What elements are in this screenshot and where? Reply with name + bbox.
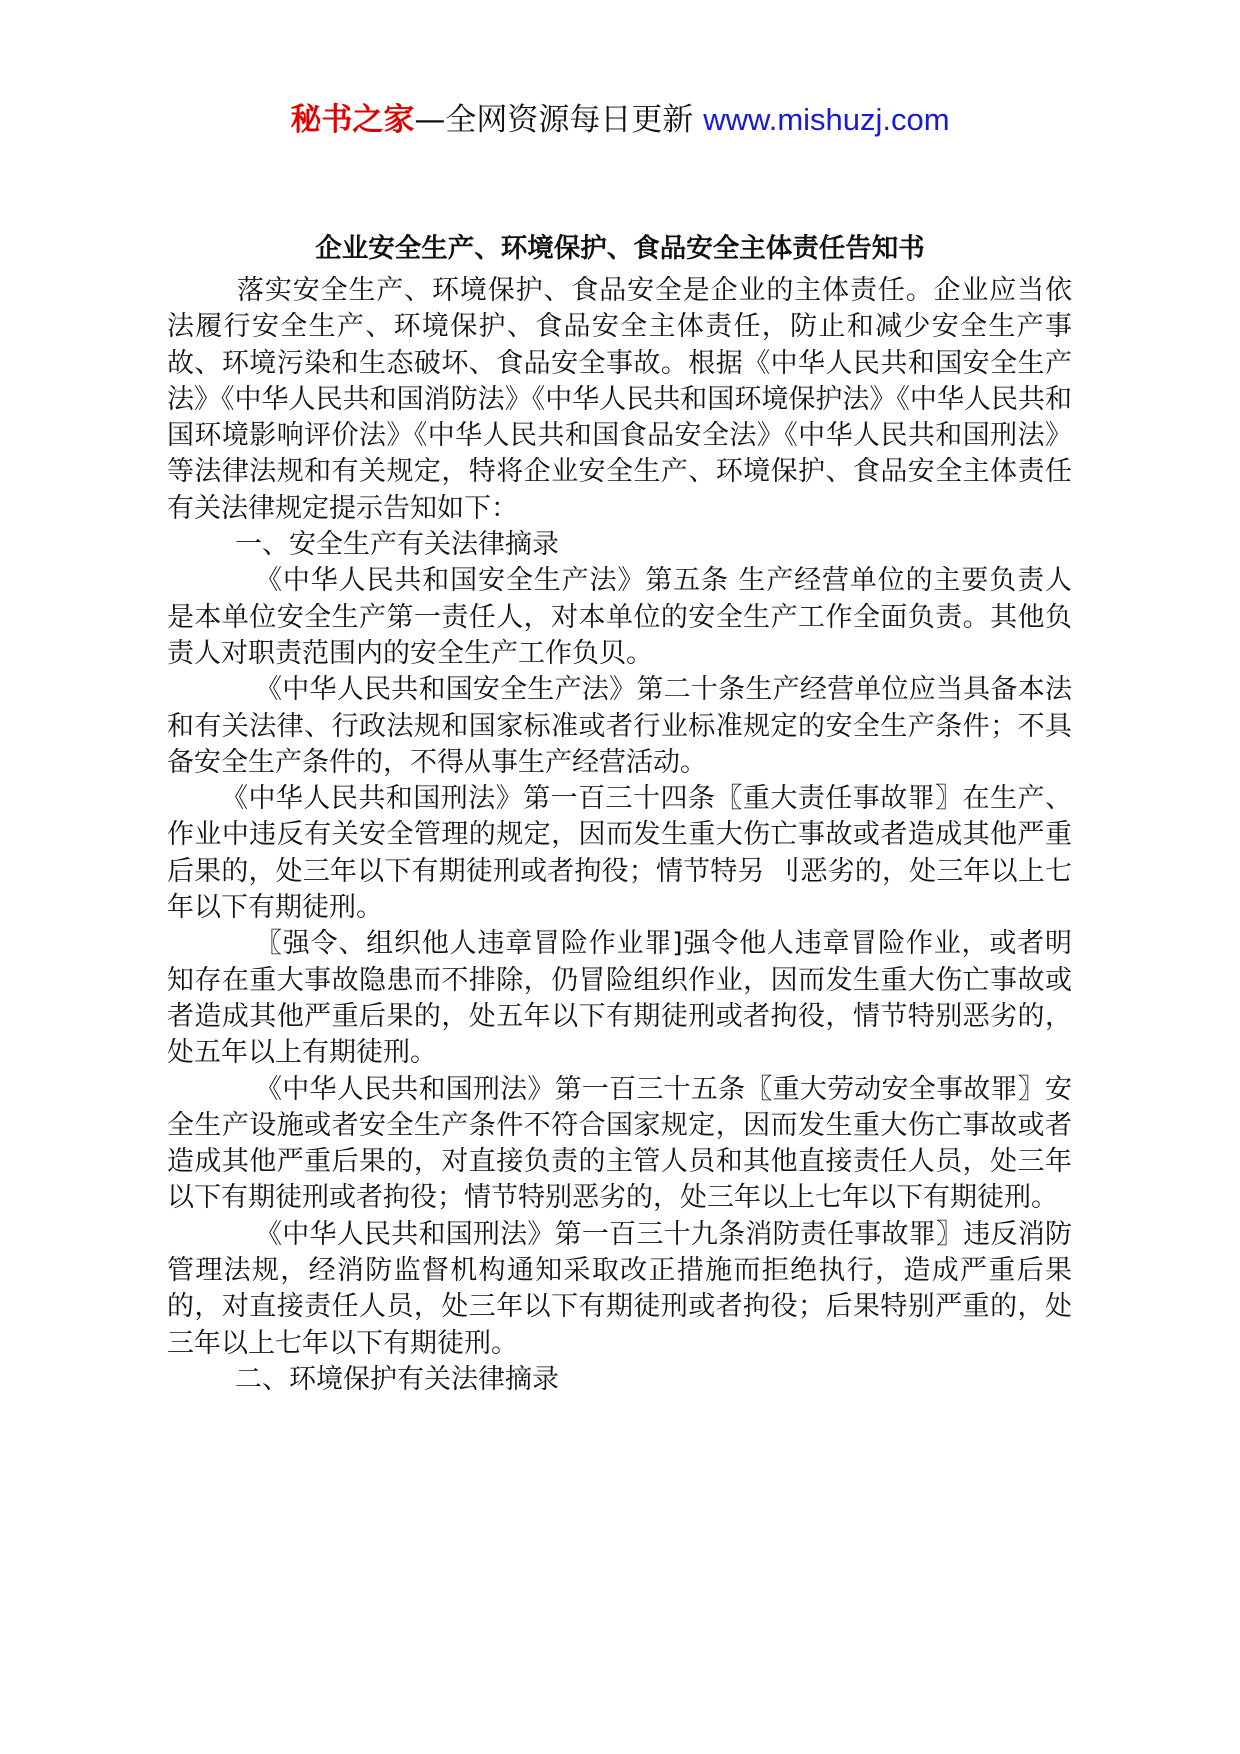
document-title: 企业安全生产、环境保护、食品安全主体责任告知书 (315, 233, 925, 264)
law-excerpt-paragraph: 《中华人民共和国刑法》第一百三十五条〖重大劳动安全事故罪〗安全生产设施或者安全生产条件不符合国家规定，因而发生重大伤亡事故或者造成其他严重后果的，对直接负责的主管人员和其他直接责任人员，处三年以下有期徒刑或者拘役；情节特别恶劣的，处三年以上七年以下有期徒刑。 (167, 1073, 1072, 1214)
document-body (167, 273, 1072, 1398)
law-excerpt-paragraph: 《中华人民共和国安全生产法》第五条 生产经营单位的主要负责人是本单位安全生产第一责任人，对本单位的安全生产工作全面负责。其他负责人对职责范围内的安全生产工作负贝。 (167, 565, 1072, 669)
intro-paragraph: 落实安全生产、环境保护、食品安全是企业的主体责任。企业应当依法履行安全生产、环境保护、食品安全主体责任，防止和减少安全生产事故、环境污染和生态破坏、食品安全事故。根据《中华人民共和国安全生产法》《中华人民共和国消防法》《中华人民共和国环境保护法》《中华人民共和国环境影响评价法》《中华人民共和国食品安全法》《中华人民共和国刑法》等法律法规和有关规定，特将企业安全生产、环境保护、食品安全主体责任有关法律规定提示告知如下： (167, 275, 1072, 524)
section-heading-safety: 一、安全生产有关法律摘录 (235, 529, 559, 561)
site-banner (0, 98, 1240, 142)
law-excerpt-paragraph: 〖强令、组织他人违章冒险作业罪]强令他人违章冒险作业，或者明知存在重大事故隐患而不排除，仍冒险组织作业，因而发生重大伤亡事故或者造成其他严重后果的，处五年以下有期徒刑或者拘役，情节特别恶劣的，处五年以上有期徒刑。 (167, 928, 1072, 1069)
law-excerpt-paragraph: 《中华人民共和国安全生产法》第二十条生产经营单位应当具备本法和有关法律、行政法规和国家标准或者行业标准规定的安全生产条件；不具备安全生产条件的，不得从事生产经营活动。 (167, 674, 1072, 778)
site-url-link[interactable]: www.mishuzj.com (703, 102, 950, 137)
site-tagline: —全网资源每日更新 (414, 102, 704, 138)
law-excerpt-paragraph: 《中华人民共和国刑法》第一百三十九条消防责任事故罪〗违反消防管理法规，经消防监督机构通知采取改正措施而拒绝执行，造成严重后果的，对直接责任人员，处三年以下有期徒刑或者拘役；后果特别严重的，处三年以上七年以下有期徒刑。 (167, 1218, 1072, 1359)
law-excerpt-paragraph: 《中华人民共和国刑法》第一百三十四条〖重大责任事故罪〗在生产、作业中违反有关安全管理的规定，因而发生重大伤亡事故或者造成其他严重后果的，处三年以下有期徒刑或者拘役；情节特另 刂恶劣的，处三年以上七年以下有期徒刑。 (167, 783, 1072, 924)
section-heading-environment: 二、环境保护有关法律摘录 (235, 1363, 559, 1395)
site-brand: 秘书之家 (290, 102, 415, 138)
